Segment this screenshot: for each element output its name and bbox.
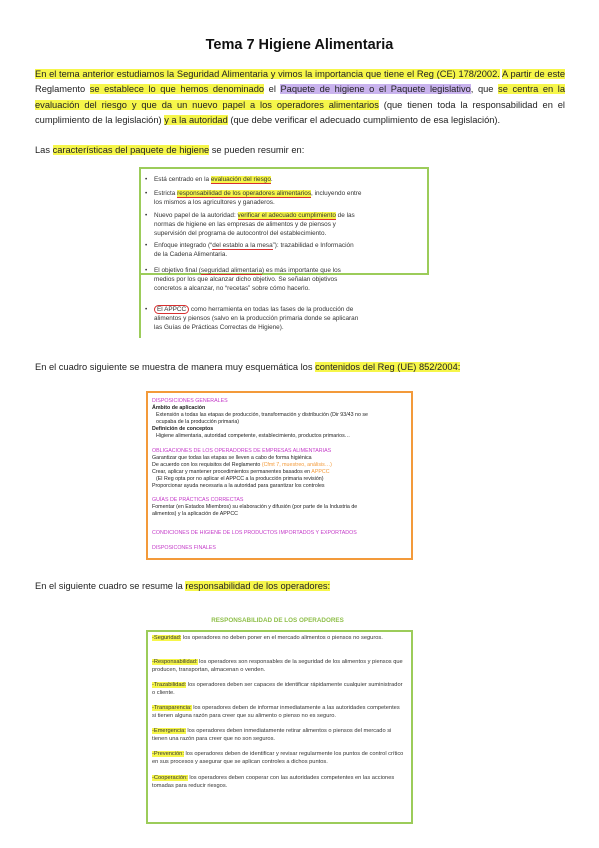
contents-final: DISPOSICONES FINALES bbox=[152, 545, 216, 551]
contents-scope-text: Extensión a todas las etapas de producción, transformación y distribución (Dir 93/43 no se ocupaba de la producción primaria) bbox=[156, 412, 368, 425]
responsibility-box bbox=[146, 630, 413, 824]
contents-guides-text: Fomentar (en Estados Miembros) su elaboración y difusión (por parte de la Industria de alimentos) y la aplicación de APPCC bbox=[152, 504, 358, 517]
characteristics-line bbox=[35, 145, 304, 155]
characteristics-box-extension bbox=[139, 267, 427, 338]
page-title: Tema 7 Higiene Alimentaria bbox=[205, 37, 394, 53]
contents-definitions: Definición de conceptos bbox=[152, 426, 214, 432]
resp-item-responsabilidad: -Responsabilidad: los operadores son responsables de la seguridad de los alimentos y piensos que producen, transportan, almacenan o venden. bbox=[152, 659, 403, 673]
resp-item-seguridad: -Seguridad: los operadores no deben poner en el mercado alimentos o piensos no seguros. bbox=[152, 635, 383, 641]
char-item-5: • El objetivo final (seguridad alimentaria) es más importante que los medios por los que alcanzar dicho objetivo. Se señalan objetivos concretos a alcanzar, no “recetas” sobre cómo hacerlo. bbox=[145, 267, 341, 293]
contents-guides: GUÍAS DE PRÁCTICAS CORRECTAS bbox=[152, 497, 244, 503]
characteristics-highlight: características del paquete de higiene bbox=[52, 145, 210, 155]
responsibility-box-title: RESPONSABILIDAD DE LOS OPERADORES bbox=[211, 617, 344, 624]
intro-text-f: , que bbox=[470, 84, 499, 95]
contents-obl-2: De acuerdo con los requisitos del Reglamento (Cfmt 7, muestreo, análisis…) bbox=[152, 462, 332, 468]
characteristics-pre: Las bbox=[35, 145, 53, 155]
resp-item-transparencia: -Transparencia: los operadores deben de informar inmediatamente a las autoridades competentes si tienen alguna razón para creer que su alimento o pienso no es seguro. bbox=[152, 705, 400, 719]
contents-pre: En el cuadro siguiente se muestra de manera muy esquemática los bbox=[35, 362, 316, 372]
contents-obl-3: Crear, aplicar y mantener procedimientos permanentes basados en APPCC bbox=[152, 469, 330, 475]
char-item-2: • Estricta responsabilidad de los operadores alimentarios, incluyendo entre los mismos a los agricultores y ganaderos. bbox=[145, 190, 362, 207]
intro-paragraph bbox=[35, 67, 565, 129]
contents-obl-4: (El Reg opta por no aplicar el APPCC a la producción primaria revisión) bbox=[156, 476, 324, 482]
intro-highlight-a: A partir de este bbox=[502, 69, 565, 79]
char-item-6: • El APPCC como herramienta en todas las fases de la producción de alimentos y piensos (salvo en la producción primaria donde se aplicaran las Guías de Prácticas Correctas de Higiene). bbox=[145, 306, 359, 332]
responsibility-pre: En el siguiente cuadro se resume la bbox=[35, 581, 186, 591]
intro-text-h: (que tienen toda la responsabilidad en el cumplimiento de la legislación) bbox=[35, 99, 565, 126]
intro-text-b: Reglamento bbox=[35, 84, 90, 95]
contents-definitions-text: Higiene alimentaria, autoridad competente, establecimiento, productos primarios… bbox=[156, 433, 351, 439]
contents-line bbox=[35, 362, 460, 372]
contents-obl-5: Proporcionar ayuda necesaria a la autoridad para garantizar los controles bbox=[152, 483, 325, 489]
intro-highlight-c: se establece lo que hemos denominado bbox=[89, 84, 265, 95]
responsibility-highlight: responsabilidad de los operadores: bbox=[185, 581, 331, 591]
characteristics-box bbox=[139, 167, 429, 275]
contents-obligations: OBLIGACIONES DE LOS OPERADORES DE EMPRESAS ALIMENTARIAS bbox=[152, 448, 332, 454]
char-item-1: • Está centrado en la evaluación del riesgo. bbox=[145, 176, 273, 183]
responsibility-line bbox=[35, 581, 330, 591]
contents-highlight: contenidos del Reg (UE) 852/2004: bbox=[315, 362, 461, 372]
contents-obl-1: Garantizar que todas las etapas se lleven a cabo de forma higiénica bbox=[152, 455, 312, 461]
intro-highlight-g: se centra en la evaluación del riesgo y que da un nuevo papel a los operadores alimentarios bbox=[35, 84, 566, 110]
contents-scope: Ámbito de aplicación bbox=[152, 405, 206, 411]
contents-general: DISPOSICIONES GENERALES bbox=[152, 398, 228, 404]
intro-text-j: (que debe verificar el adecuado cumplimiento de esa legislación). bbox=[227, 115, 501, 126]
intro-text-d: el bbox=[264, 84, 281, 95]
char-item-3: • Nuevo papel de la autoridad: verificar el adecuado cumplimiento de las normas de higiene en las empresas de alimentos y de piensos y supervisión del programa de autocontrol del establecimiento. bbox=[145, 212, 355, 238]
contents-import-export: CONDICIONES DE HIGIENE DE LOS PRODUCTOS IMPORTADOS Y EXPORTADOS bbox=[152, 530, 357, 536]
resp-item-emergencia: -Emergencia: los operadores deben inmediatamente retirar alimentos o piensos del mercado si tienen una razón para creer que no son seguros. bbox=[152, 728, 392, 742]
char-item-4: • Enfoque integrado (“del establo a la mesa”): trazabilidad e Información de la Cadena Alimentaria. bbox=[145, 242, 354, 259]
intro-highlight-i: y a la autoridad bbox=[164, 115, 228, 126]
resp-item-prevencion: -Prevención: los operadores deben de identificar y revisar regularmente los puntos de control crítico en sus procesos y asegurar que se aplican controles a dichos puntos. bbox=[152, 751, 404, 765]
contents-box bbox=[146, 391, 413, 560]
intro-sentence-1: En el tema anterior estudiamos la Seguridad Alimentaria y vimos la importancia que tiene el Reg (CE) 178/2002. bbox=[35, 69, 500, 79]
intro-highlight-package: Paquete de higiene o el Paquete legislativo bbox=[280, 84, 471, 95]
resp-item-cooperacion: -Cooperación: los operadores deben cooperar con las autoridades competentes en las acciones tomadas para reducir riesgos. bbox=[152, 775, 395, 789]
characteristics-post: se pueden resumir en: bbox=[209, 145, 305, 155]
resp-item-trazabilidad: -Trazabilidad: los operadores deben ser capaces de identificar rápidamente cualquier suministrador o cliente. bbox=[152, 682, 403, 696]
